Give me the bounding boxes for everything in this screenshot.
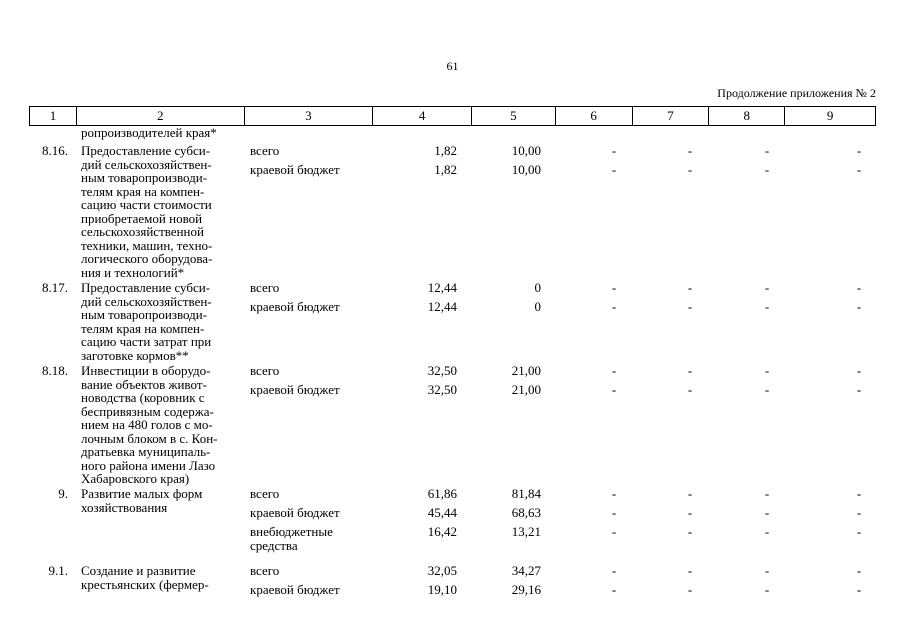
value-col-7: - — [687, 299, 693, 314]
value-col-5: 29,16 — [511, 582, 541, 597]
funding-source: всего — [250, 563, 280, 578]
value-col-5: 34,27 — [511, 563, 541, 578]
value-col-5: 0 — [534, 280, 541, 295]
value-col-4: 32,50 — [427, 363, 457, 378]
row-description-line: сельскохозяйственной — [81, 224, 204, 239]
value-col-9: - — [856, 382, 862, 397]
value-col-6: - — [611, 280, 617, 295]
value-col-6: - — [611, 505, 617, 520]
row-description-line: техники, машин, техно- — [81, 237, 213, 253]
value-col-9: - — [856, 486, 862, 501]
value-col-4: 61,86 — [427, 486, 457, 501]
row-description-line: Развитие малых форм — [81, 486, 203, 501]
funding-source: средства — [250, 537, 298, 553]
value-col-7: - — [687, 582, 693, 597]
value-col-8: - — [764, 486, 770, 501]
value-col-4: 45,44 — [427, 505, 457, 520]
value-col-5: 68,63 — [511, 505, 541, 520]
value-col-5: 0 — [534, 299, 541, 314]
funding-source: краевой бюджет — [250, 162, 340, 177]
header-col-6: 6 — [556, 107, 633, 125]
value-col-8: - — [764, 299, 770, 314]
row-description-line: ного района имени Лазо — [81, 457, 216, 473]
value-col-6: - — [611, 524, 617, 539]
header-col-9: 9 — [826, 108, 834, 123]
row-description-line: вание объектов живот- — [81, 376, 207, 392]
value-col-8: - — [764, 280, 770, 295]
funding-source: краевой бюджет — [250, 582, 340, 597]
funding-source: краевой бюджет — [250, 299, 340, 314]
row-description-line: дий сельскохозяйствен- — [81, 156, 212, 172]
value-col-5: 10,00 — [511, 143, 541, 158]
value-col-7: - — [687, 524, 693, 539]
funding-source: всего — [250, 486, 280, 501]
row-description-line: Предоставление субси- — [81, 143, 211, 158]
value-col-8: - — [764, 505, 770, 520]
value-col-5: 21,00 — [511, 382, 541, 397]
row-description-line: хозяйствования — [81, 499, 168, 515]
row-description-line: ния и технологий* — [81, 264, 185, 280]
row-description-line: логического оборудова- — [81, 251, 213, 266]
header-col-3: 3 — [245, 107, 374, 125]
row-description-line: сацию части затрат при — [81, 334, 212, 349]
header-col-1: 1 — [30, 107, 77, 125]
page-number: 61 — [446, 59, 459, 73]
value-col-4: 1,82 — [434, 143, 457, 158]
row-number: 8.18. — [42, 363, 68, 378]
funding-source: всего — [250, 143, 280, 158]
value-col-4: 32,50 — [427, 382, 457, 397]
header-col-5: 5 — [472, 107, 556, 125]
funding-source: всего — [250, 363, 280, 378]
value-col-7: - — [687, 143, 693, 158]
value-col-5: 10,00 — [511, 162, 541, 177]
row-description-line: нием на 480 голов с мо- — [81, 417, 213, 432]
row-description-line: приобретаемой новой — [81, 210, 203, 226]
value-col-6: - — [611, 582, 617, 597]
value-col-6: - — [611, 363, 617, 378]
value-col-4: 16,42 — [427, 524, 457, 539]
value-col-6: - — [611, 162, 617, 177]
row-description-line: лочным блоком в с. Кон- — [81, 430, 218, 446]
row-description-line: телям края на компен- — [81, 320, 205, 336]
continuation-note: Продолжение приложения № 2 — [717, 86, 876, 100]
row-description-line: Инвестиции в оборудо- — [81, 363, 211, 378]
value-col-9: - — [856, 299, 862, 314]
funding-source: всего — [250, 280, 280, 295]
header-col-4: 4 — [373, 107, 472, 125]
row-description-line: дий сельскохозяйствен- — [81, 293, 212, 309]
value-col-4: 32,05 — [427, 563, 457, 578]
value-col-7: - — [687, 162, 693, 177]
funding-source: краевой бюджет — [250, 382, 340, 397]
row-description-line: Хабаровского края) — [81, 471, 190, 486]
value-col-7: - — [687, 363, 693, 378]
value-col-5: 81,84 — [511, 486, 541, 501]
value-col-7: - — [687, 280, 693, 295]
value-col-5: 13,21 — [511, 524, 541, 539]
row-description-line: ным товаропроизводи- — [81, 170, 208, 185]
value-col-7: - — [687, 505, 693, 520]
value-col-6: - — [611, 299, 617, 314]
value-col-4: 19,10 — [427, 582, 457, 597]
value-col-9: - — [856, 363, 862, 378]
value-col-9: - — [856, 582, 862, 597]
header-col-8: 8 — [709, 107, 785, 125]
value-col-8: - — [764, 563, 770, 578]
value-col-6: - — [611, 486, 617, 501]
row-description-line: крестьянских (фермер- — [81, 576, 209, 592]
value-col-9: - — [856, 280, 862, 295]
value-col-8: - — [764, 582, 770, 597]
row-description-line: ным товаропроизводи- — [81, 307, 208, 322]
row-number: 9. — [58, 486, 68, 501]
value-col-9: - — [856, 143, 862, 158]
row-description-line: дратьевка муниципаль- — [81, 444, 211, 459]
row-description-line: заготовке кормов** — [81, 347, 189, 363]
value-col-7: - — [687, 382, 693, 397]
funding-source: внебюджетные — [250, 524, 333, 539]
row-number: 9.1. — [48, 563, 68, 578]
row-description-line: беспривязным содержа- — [81, 403, 214, 419]
prev-row-tail: ропроизводителей края* — [81, 125, 217, 140]
value-col-8: - — [764, 524, 770, 539]
value-col-9: - — [856, 162, 862, 177]
row-description-line: телям края на компен- — [81, 183, 205, 199]
value-col-5: 21,00 — [511, 363, 541, 378]
value-col-8: - — [764, 363, 770, 378]
header-col-7: 7 — [633, 107, 710, 125]
value-col-9: - — [856, 563, 862, 578]
row-number: 8.16. — [42, 143, 68, 158]
row-description-line: Предоставление субси- — [81, 280, 211, 295]
table-header — [29, 106, 876, 126]
row-description-line: новодства (коровник с — [81, 390, 205, 405]
header-col-2: 2 — [77, 107, 245, 125]
value-col-6: - — [611, 563, 617, 578]
row-description-line: сацию части стоимости — [81, 197, 212, 212]
funding-source: краевой бюджет — [250, 505, 340, 520]
value-col-9: - — [856, 505, 862, 520]
value-col-8: - — [764, 162, 770, 177]
value-col-7: - — [687, 486, 693, 501]
value-col-7: - — [687, 563, 693, 578]
value-col-6: - — [611, 143, 617, 158]
value-col-8: - — [764, 382, 770, 397]
value-col-4: 12,44 — [427, 299, 457, 314]
row-description-line: Создание и развитие — [81, 563, 196, 578]
value-col-8: - — [764, 143, 770, 158]
value-col-4: 12,44 — [427, 280, 457, 295]
value-col-4: 1,82 — [434, 162, 457, 177]
value-col-9: - — [856, 524, 862, 539]
value-col-6: - — [611, 382, 617, 397]
row-number: 8.17. — [42, 280, 68, 295]
